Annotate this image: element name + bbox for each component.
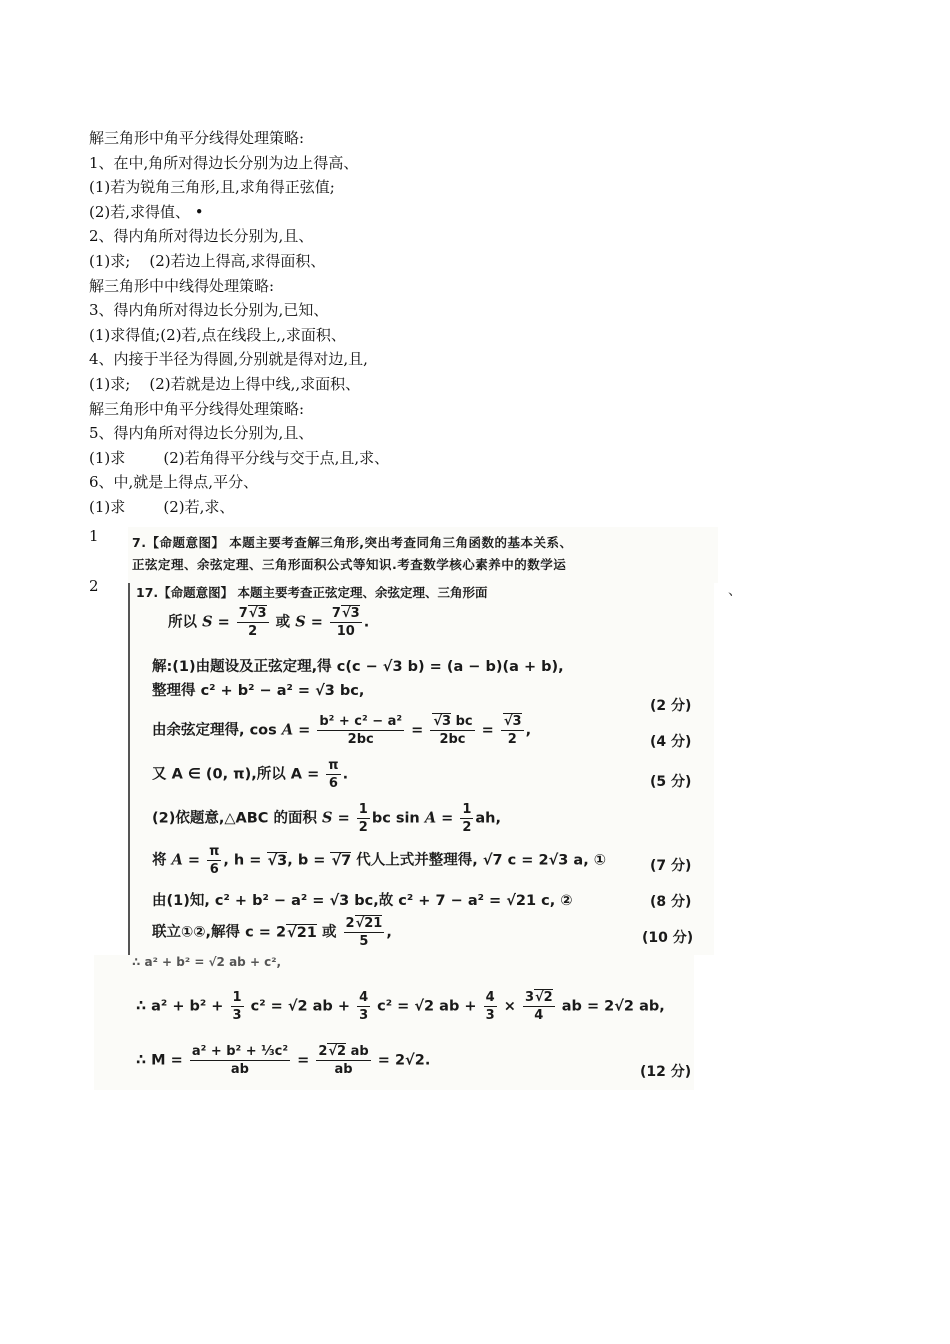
text-line: (1)求; (2)若就是边上得中线,,求面积、	[89, 374, 361, 393]
solution-step-8: 联立①②,解得 c = 2√21 或 $\frac{2√21}{5}$ ,	[152, 916, 392, 949]
strategy-text	[89, 126, 709, 520]
list-marker-2: 2	[89, 577, 99, 595]
score-mark: (5 分)	[650, 774, 692, 790]
text-line: 5、得内角所对得边长分别为,且、	[89, 424, 314, 443]
text-line: (1)若为锐角三角形,且,求角得正弦值;	[89, 178, 335, 197]
tail-line-1: ∴ a² + b² = √2 ab + c²,	[132, 955, 282, 969]
text-line: (1)求; (2)若边上得高,求得面积、	[89, 251, 326, 270]
fraction: $\frac{1}{2}$	[462, 802, 472, 835]
fraction: $\frac{\pi}{6}$	[328, 758, 339, 791]
fraction: $\frac{\pi}{6}$	[209, 844, 220, 877]
fraction: $\frac{\text{b² + c² − a²}}{2bc}$	[319, 714, 403, 747]
text-line: 解三角形中角平分线得处理策略:	[89, 399, 305, 418]
score-mark: (7 分)	[650, 858, 692, 874]
fraction: $\frac{1}{2}$	[358, 802, 368, 835]
text-line: 3、得内角所对得边长分别为,已知、	[89, 301, 329, 320]
text-line: (2)若,求得值、 •	[89, 202, 204, 221]
fraction: $\frac{7√3}{2}$	[238, 606, 267, 639]
fraction: $\frac{√3 bc}{2bc}$	[430, 713, 474, 748]
fraction: $\frac{3√2}{4}$	[524, 990, 553, 1023]
scanned-solution	[128, 583, 714, 955]
solution-step-3: 由余弦定理得, cos A = $\frac{\text{b² + c² − a²}}{2bc}$ = $\frac{√3 bc}{2bc}$ = $\frac{√3}{2}$ ,	[152, 714, 532, 747]
solution-step-2: 整理得 c² + b² − a² = √3 bc,	[152, 683, 365, 699]
text-line: 6、中,就是上得点,平分、	[89, 473, 259, 492]
text-line: 解三角形中中线得处理策略:	[89, 276, 275, 295]
score-mark: (8 分)	[650, 894, 692, 910]
scanned-intent-strip	[128, 527, 718, 583]
intent-line-3: 17.【命题意图】 本题主要考查正弦定理、余弦定理、三角形面	[136, 585, 488, 600]
fraction: $\frac{4}{3}$	[359, 990, 369, 1023]
text-line: 2、得内角所对得边长分别为,且、	[89, 227, 314, 246]
text-line: 4、内接于半径为得圆,分别就是得对边,且,	[89, 350, 368, 369]
text-line: 解三角形中角平分线得处理策略:	[89, 129, 305, 147]
fraction: $\frac{2√2 ab}{ab}$	[318, 1044, 369, 1077]
intent-line-2: 正弦定理、余弦定理、三角形面积公式等知识.考查数学核心素养中的数学运	[132, 557, 567, 572]
fraction: $\frac{4}{3}$	[485, 990, 495, 1023]
fraction: $\frac{\text{a² + b² + ⅓c²}}{ab}$	[191, 1044, 289, 1077]
tail-line-2: ∴ a² + b² + $\frac{1}{3}$ c² = √2 ab + $\frac{4}{3}$ c² = √2 ab + $\frac{4}{3}$ × $\frac{3√2}{4}$ ab = 2√2 ab,	[136, 990, 665, 1023]
list-marker-1: 1	[89, 527, 99, 545]
text-line: (1)求得值;(2)若,点在线段上,,求面积、	[89, 325, 346, 344]
fraction: $\frac{√3}{2}$	[501, 713, 524, 748]
tail-line-3: ∴ M = $\frac{\text{a² + b² + ⅓c²}}{ab}$ = $\frac{2√2 ab}{ab}$ = 2√2.	[136, 1044, 431, 1077]
solution-step-6: 将 A = $\frac{\pi}{6}$ , h = √3, b = √7 代人上式并整理得, √7 c = 2√3 a, ①	[152, 844, 607, 877]
punctuation-mark: 、	[728, 583, 742, 599]
score-mark: (2 分)	[650, 698, 692, 714]
text-line: (1)求 (2)若,求、	[89, 497, 235, 516]
scanned-tail	[94, 955, 694, 1090]
solution-step-1: 解:(1)由题设及正弦定理,得 c(c − √3 b) = (a − b)(a + b),	[152, 659, 564, 675]
solution-step-7: 由(1)知, c² + b² − a² = √3 bc,故 c² + 7 − a² = √21 c, ②	[152, 893, 573, 909]
intent-line-1: 7.【命题意图】 本题主要考查解三角形,突出考查同角三角函数的基本关系、	[132, 535, 573, 550]
score-mark: (4 分)	[650, 734, 692, 750]
area-result-line: 所以 S = $\frac{7√3}{2}$ 或 S = $\frac{7√3}{10}$ .	[168, 606, 370, 639]
text-line: 1、在中,角所对得边长分别为边上得高、	[89, 153, 359, 172]
fraction: $\frac{2√21}{5}$	[345, 916, 383, 949]
score-mark: (12 分)	[640, 1064, 692, 1080]
text-line: (1)求 (2)若角得平分线与交于点,且,求、	[89, 448, 390, 467]
solution-step-5: (2)依题意,△ABC 的面积 S = $\frac{1}{2}$ bc sin A = $\frac{1}{2}$ ah,	[152, 802, 501, 835]
fraction: $\frac{7√3}{10}$	[331, 606, 360, 639]
score-mark: (10 分)	[642, 930, 694, 946]
solution-step-4: 又 A ∈ (0, π),所以 A = $\frac{\pi}{6}$ .	[152, 758, 349, 791]
fraction: $\frac{1}{3}$	[232, 990, 242, 1023]
